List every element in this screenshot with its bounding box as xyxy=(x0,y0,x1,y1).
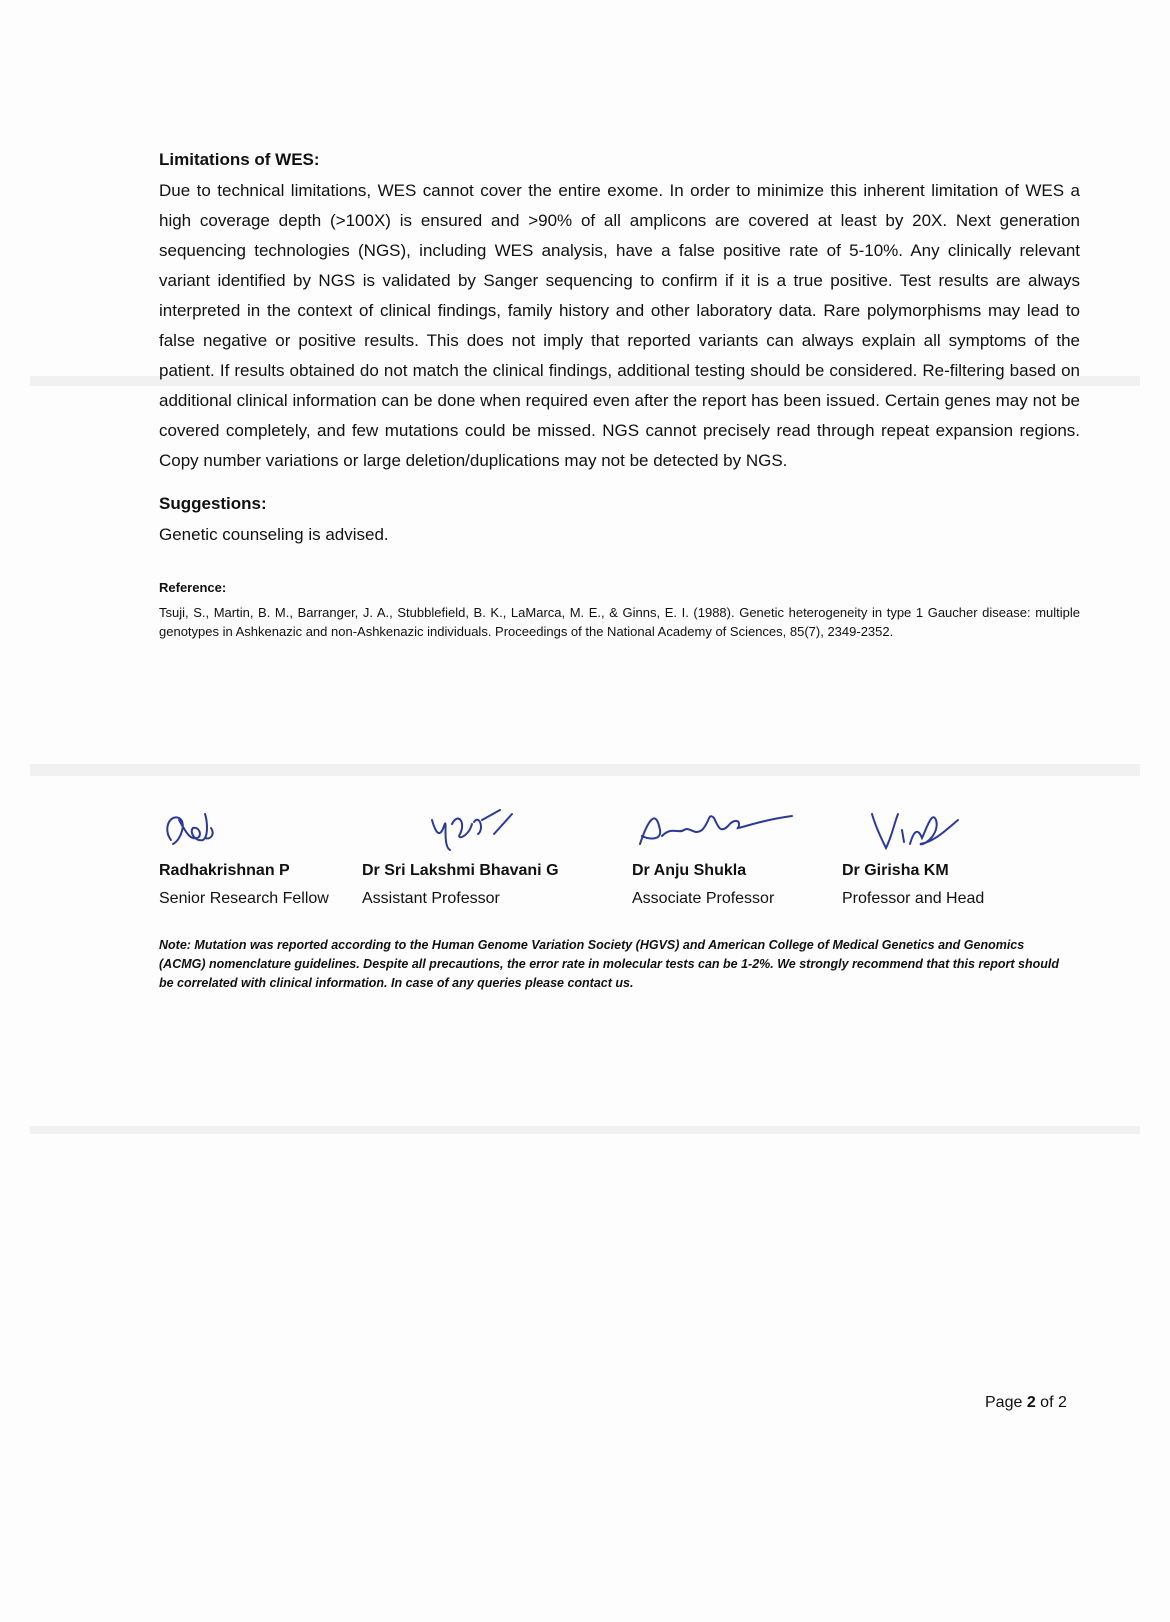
signatory-title: Professor and Head xyxy=(842,890,985,907)
signatory-title: Assistant Professor xyxy=(362,890,500,907)
page-number xyxy=(985,1394,1067,1412)
page-current: 2 xyxy=(1026,1394,1036,1411)
handwritten-signature xyxy=(422,800,562,858)
signatory-title: Senior Research Fellow xyxy=(159,890,329,907)
signatory-name: Dr Girisha KM xyxy=(842,862,949,879)
suggestions-section xyxy=(159,494,1080,550)
limitations-heading: Limitations of WES: xyxy=(159,150,320,169)
handwritten-signature xyxy=(862,800,982,858)
page-prefix: Page xyxy=(985,1394,1027,1411)
signatory-4 xyxy=(842,800,1062,908)
page-total: 2 xyxy=(1057,1394,1067,1411)
signatory-3 xyxy=(632,800,852,908)
handwritten-signature xyxy=(632,800,802,858)
signatory-name: Radhakrishnan P xyxy=(159,862,290,879)
suggestions-heading: Suggestions: xyxy=(159,494,267,513)
signatory-name: Dr Anju Shukla xyxy=(632,862,747,879)
signatory-1 xyxy=(159,800,379,908)
reference-heading: Reference: xyxy=(159,580,227,595)
limitations-section xyxy=(159,150,1080,476)
page-of: of xyxy=(1035,1394,1058,1411)
suggestions-text: Genetic counseling is advised. xyxy=(159,525,389,544)
signatory-2 xyxy=(362,800,582,908)
limitations-text: Due to technical limitations, WES cannot cover the entire exome. In order to minimize this inherent limitation of WES a high coverage depth (>100X) is ensured and >90% of all amplicons are covered at least by 20X. Next generation sequencing technologies (NGS), including WES analysis, have a false positive rate of 5-10%. Any clinically relevant variant identified by NGS is validated by Sanger sequencing to confirm if it is a true positive. Test results are always interpreted in the context of clinical findings, family history and other laboratory data. Rare polymorphisms may lead to false negative or positive results. This does not imply that reported variants can always explain all symptoms of the patient. If results obtained do not match the clinical findings, additional testing should be considered. Re-filtering based on additional clinical information can be done when required even after the report has been issued. Certain genes may not be covered completely, and few mutations could be missed. NGS cannot precisely read through repeat expansion regions. Copy number variations or large deletion/duplications may not be detected by NGS. xyxy=(159,181,1080,470)
reference-text: Tsuji, S., Martin, B. M., Barranger, J. A., Stubblefield, B. K., LaMarca, M. E., & Ginns, E. I. (1988). Genetic heterogeneity in type 1 Gaucher disease: multiple genotypes in Ashkenazic and non-Ashkenazic individuals. Proceedings of the National Academy of Sciences, 85(7), 2349-2352. xyxy=(159,605,1080,639)
scan-artifact-band xyxy=(30,764,1140,776)
scan-artifact-band xyxy=(30,1126,1140,1134)
signature-block xyxy=(159,800,1079,920)
handwritten-signature xyxy=(159,800,279,858)
reference-section xyxy=(159,580,1080,641)
signatory-title: Associate Professor xyxy=(632,890,775,907)
report-content xyxy=(159,150,1080,641)
hgvs-note: Note: Mutation was reported according to the Human Genome Variation Society (HGVS) and American College of Medical Genetics and Genomics (ACMG) nomenclature guidelines. Despite all precautions, the error rate in molecular tests can be 1-2%. We strongly recommend that this report should be correlated with clinical information. In case of any queries please contact us. xyxy=(159,938,1059,990)
signatory-name: Dr Sri Lakshmi Bhavani G xyxy=(362,862,559,879)
